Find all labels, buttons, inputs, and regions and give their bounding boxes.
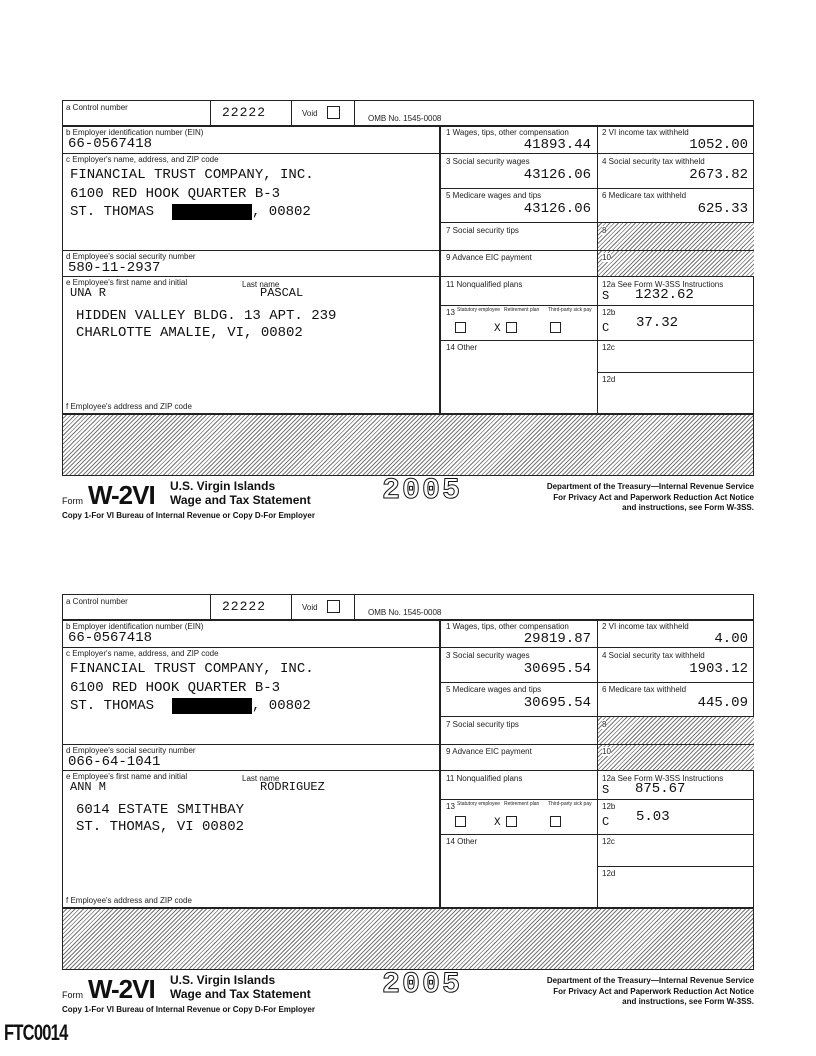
box5-medicare-wages: 43126.06 [523,201,591,217]
void-label: Void [302,603,318,612]
employer-address: 6100 RED HOOK QUARTER B-3 [70,680,281,696]
box1-wages: 41893.44 [523,137,591,153]
employer-zip: , 00802 [252,698,311,714]
box12a-code: S [602,783,610,797]
box1-label: 1 Wages, tips, other compensation [446,128,569,137]
retirement-plan-checkbox[interactable] [506,322,517,333]
copy-designation: Copy 1-For VI Bureau of Internal Revenue or Copy D-For Employer [62,1005,315,1014]
box1-label: 1 Wages, tips, other compensation [446,622,569,631]
box7-label: 7 Social security tips [446,720,519,729]
employee-address-label: f Employee's address and ZIP code [66,896,192,905]
box12a-label: 12a See Form W-3SS Instructions [602,774,724,783]
employer-city: ST. THOMAS [70,204,155,220]
box12c-label: 12c [602,837,615,846]
ein-value: 66-0567418 [68,630,153,646]
box10-label: 10 [602,253,611,262]
box2-label: 2 VI income tax withheld [602,128,689,137]
ssn-label: d Employee's social security number [66,746,196,755]
void-checkbox[interactable] [327,600,340,613]
void-label: Void [302,109,318,118]
box2-label: 2 VI income tax withheld [602,622,689,631]
employer-label: c Employer's name, address, and ZIP code [66,649,219,658]
employee-name-label: e Employee's first name and initial [66,772,188,781]
last-name-label: Last name [242,774,280,783]
employee-address: 6014 ESTATE SMITHBAY [76,802,245,818]
box13-label: 13 [446,308,455,317]
form-name: W-2VI [88,974,155,1004]
statutory-employee-checkbox[interactable] [455,322,466,333]
box6-label: 6 Medicare tax withheld [602,191,687,200]
box7-label: 7 Social security tips [446,226,519,235]
box2-vi-tax: 1052.00 [689,137,748,153]
form-title-2: Wage and Tax Statement [170,493,311,507]
hatched-band [62,908,754,970]
box3-label: 3 Social security wages [446,651,530,660]
omb-number: OMB No. 1545-0008 [368,608,442,617]
box3-ss-wages: 43126.06 [523,167,591,183]
employee-first-name: ANN M [70,780,107,794]
employer-name: FINANCIAL TRUST COMPANY, INC. [70,661,314,677]
employee-city: ST. THOMAS, VI 00802 [76,819,245,835]
control-number-value: 22222 [222,599,267,614]
form-title-2: Wage and Tax Statement [170,987,311,1001]
box4-ss-tax: 2673.82 [689,167,748,183]
tax-year: 2005 [382,968,463,1002]
statutory-employee-checkbox[interactable] [455,816,466,827]
redaction-bar [172,698,252,714]
ssn-label: d Employee's social security number [66,252,196,261]
third-party-sick-pay-checkbox[interactable] [550,816,561,827]
control-number-label: a Control number [66,597,128,606]
box6-label: 6 Medicare tax withheld [602,685,687,694]
box4-ss-tax: 1903.12 [689,661,748,677]
box13-thirdparty-label: Third-party sick pay [548,307,592,313]
box12b-code: C [602,815,610,829]
box4-label: 4 Social security tax withheld [602,157,705,166]
third-party-sick-pay-checkbox[interactable] [550,322,561,333]
box13-retirement-label: Retirement plan [504,801,540,807]
form-name: W-2VI [88,480,155,510]
ein-label: b Employer identification number (EIN) [66,622,204,631]
employee-last-name: PASCAL [260,286,304,300]
employee-last-name: RODRIGUEZ [260,780,325,794]
box12b-code: C [602,321,610,335]
box12d-label: 12d [602,869,616,878]
retirement-plan-mark: X [494,323,501,335]
ssn-value: 066-64-1041 [68,754,161,770]
box5-medicare-wages: 30695.54 [523,695,591,711]
box3-label: 3 Social security wages [446,157,530,166]
employer-city: ST. THOMAS [70,698,155,714]
box5-label: 5 Medicare wages and tips [446,685,542,694]
box12a-code: S [602,289,610,303]
box12b-value: 5.03 [636,809,670,825]
dept-line-2: For Privacy Act and Paperwork Reduction Act Notice [553,493,754,502]
box13-label: 13 [446,802,455,811]
ein-value: 66-0567418 [68,136,153,152]
employee-name-label: e Employee's first name and initial [66,278,188,287]
box5-label: 5 Medicare wages and tips [446,191,542,200]
retirement-plan-mark: X [494,817,501,829]
hatched-band [62,414,754,476]
box13-statutory-label: Statutory employee [457,307,501,313]
void-checkbox[interactable] [327,106,340,119]
document-stamp: FTC0014 [4,1020,68,1045]
form-word: Form [62,496,83,506]
omb-number: OMB No. 1545-0008 [368,114,442,123]
box11-label: 11 Nonqualified plans [446,280,523,289]
employer-zip: , 00802 [252,204,311,220]
box13-thirdparty-label: Third-party sick pay [548,801,592,807]
redaction-bar [172,204,252,220]
box12b-label: 12b [602,308,616,317]
box14-label: 14 Other [446,343,478,352]
employee-address-label: f Employee's address and ZIP code [66,402,192,411]
employee-address: HIDDEN VALLEY BLDG. 13 APT. 239 [76,308,337,324]
box12c-label: 12c [602,343,615,352]
employee-city: CHARLOTTE AMALIE, VI, 00802 [76,325,303,341]
dept-line-1: Department of the Treasury—Internal Revenue Service [546,976,754,985]
employer-label: c Employer's name, address, and ZIP code [66,155,219,164]
box9-label: 9 Advance EIC payment [446,747,532,756]
box12a-value: 875.67 [635,781,686,797]
box12b-value: 37.32 [636,315,679,331]
control-number-value: 22222 [222,105,267,120]
box4-label: 4 Social security tax withheld [602,651,705,660]
ein-label: b Employer identification number (EIN) [66,128,204,137]
dept-line-1: Department of the Treasury—Internal Revenue Service [546,482,754,491]
tax-year: 2005 [382,474,463,508]
employer-address: 6100 RED HOOK QUARTER B-3 [70,186,281,202]
form-title-1: U.S. Virgin Islands [170,479,276,493]
box14-label: 14 Other [446,837,478,846]
box2-vi-tax: 4.00 [714,631,748,647]
form-title-1: U.S. Virgin Islands [170,973,276,987]
box13-retirement-label: Retirement plan [504,307,540,313]
dept-line-2: For Privacy Act and Paperwork Reduction Act Notice [553,987,754,996]
box11-label: 11 Nonqualified plans [446,774,523,783]
form-word: Form [62,990,83,1000]
box8-label: 8 [602,720,607,729]
box3-ss-wages: 30695.54 [523,661,591,677]
control-number-label: a Control number [66,103,128,112]
employee-first-name: UNA R [70,286,107,300]
employer-name: FINANCIAL TRUST COMPANY, INC. [70,167,314,183]
box1-wages: 29819.87 [523,631,591,647]
box8-label: 8 [602,226,607,235]
box12b-label: 12b [602,802,616,811]
copy-designation: Copy 1-For VI Bureau of Internal Revenue or Copy D-For Employer [62,511,315,520]
dept-line-3: and instructions, see Form W-3SS. [622,503,754,512]
box12a-value: 1232.62 [635,287,694,303]
retirement-plan-checkbox[interactable] [506,816,517,827]
box10-label: 10 [602,747,611,756]
box6-medicare-tax: 625.33 [697,201,748,217]
last-name-label: Last name [242,280,280,289]
ssn-value: 580-11-2937 [68,260,161,276]
box9-label: 9 Advance EIC payment [446,253,532,262]
dept-line-3: and instructions, see Form W-3SS. [622,997,754,1006]
box6-medicare-tax: 445.09 [697,695,748,711]
box12d-label: 12d [602,375,616,384]
box13-statutory-label: Statutory employee [457,801,501,807]
box12a-label: 12a See Form W-3SS Instructions [602,280,724,289]
